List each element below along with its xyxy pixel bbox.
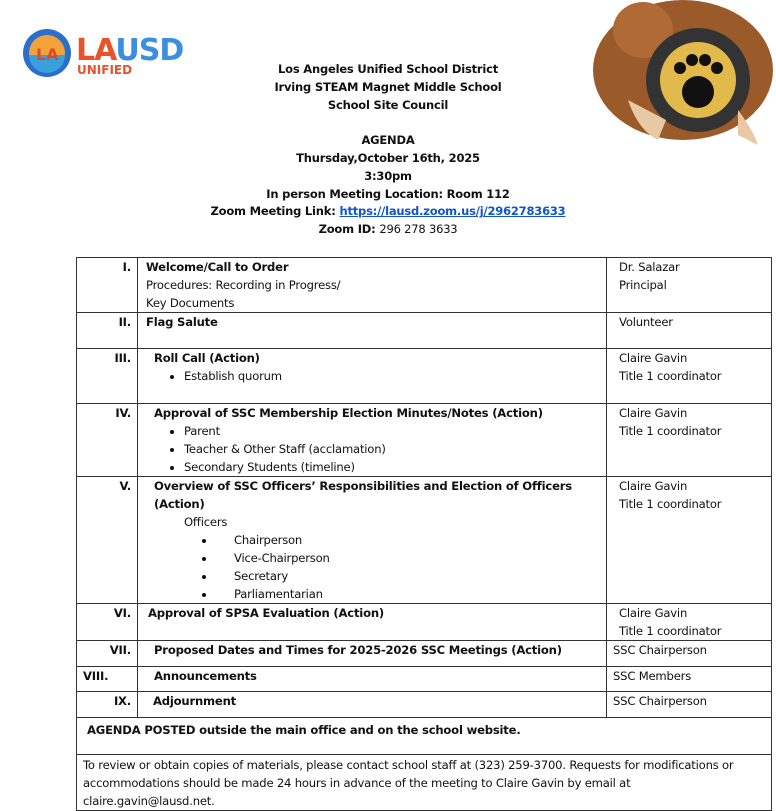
presenter: Claire Gavin xyxy=(619,351,688,365)
svg-text:LAUSD: LAUSD xyxy=(76,33,184,68)
item-title: Roll Call (Action) xyxy=(154,351,260,365)
presenter: Dr. Salazar xyxy=(619,260,680,274)
zoom-id-label: Zoom ID: xyxy=(318,222,380,237)
agenda-title: AGENDA xyxy=(361,133,415,148)
item-title: Flag Salute xyxy=(146,315,218,329)
item-title: Adjournment xyxy=(153,694,236,708)
presenter: Volunteer xyxy=(619,315,673,329)
bullet-item: • Parliamentarian xyxy=(216,585,606,603)
posted-row xyxy=(77,718,772,755)
svg-text:UNIFIED: UNIFIED xyxy=(77,63,133,77)
contact-notice: To review or obtain copies of materials, please contact school staff at (323) 259-3700. Requests for modifications or accommodations should be made 24 hours in advance of the meeting to Claire Gavin by email at claire.gavin@lausd.net. xyxy=(77,755,772,811)
agenda-row xyxy=(77,313,772,349)
meeting-location: In person Meeting Location: Room 112 xyxy=(266,186,510,201)
item-number: VIII. xyxy=(77,667,138,692)
agenda-row xyxy=(77,477,772,604)
presenter: SSC Members xyxy=(613,669,692,683)
presenter: Claire Gavin xyxy=(619,479,688,493)
presenter: SSC Chairperson xyxy=(613,643,707,657)
bullet-item: • Vice-Chairperson xyxy=(216,549,606,567)
item-number: IX. xyxy=(77,692,138,718)
district-name: Los Angeles Unified School District xyxy=(277,62,499,76)
item-number: VII. xyxy=(77,641,138,667)
item-number: III. xyxy=(77,349,138,404)
item-title: Overview of SSC Officers’ Responsibilities and Election of Officers (Action) xyxy=(154,479,572,511)
bullet-item: • Chairperson xyxy=(216,531,606,549)
agenda-row xyxy=(77,692,772,718)
item-title: Proposed Dates and Times for 2025-2026 SSC Meetings (Action) xyxy=(154,643,562,657)
presenter-role: Title 1 coordinator xyxy=(619,624,722,638)
presenter-role: Principal xyxy=(619,278,667,292)
agenda-row xyxy=(77,667,772,692)
zoom-id: 296 278 3633 xyxy=(379,222,458,237)
meeting-date: Thursday,October 16th, 2025 xyxy=(296,150,480,165)
document-header xyxy=(0,61,776,239)
presenter: Claire Gavin xyxy=(619,406,688,420)
item-title: Welcome/Call to Order xyxy=(146,260,289,274)
presenter: SSC Chairperson xyxy=(613,694,707,708)
item-title: Approval of SPSA Evaluation (Action) xyxy=(148,606,384,620)
agenda-row xyxy=(77,349,772,404)
bullet-item: • Establish quorum xyxy=(184,367,606,385)
zoom-link[interactable]: https://lausd.zoom.us/j/2962783633 xyxy=(339,204,566,219)
bullet-item: • Secretary xyxy=(216,567,606,585)
bullet-item: • Secondary Students (timeline) xyxy=(184,458,606,476)
item-number: VI. xyxy=(77,604,138,641)
presenter-role: Title 1 coordinator xyxy=(619,369,722,383)
agenda-table xyxy=(76,257,772,811)
svg-text:LA: LA xyxy=(36,45,59,64)
bullet-item: • Parent xyxy=(184,422,606,440)
item-detail: Key Documents xyxy=(146,296,235,310)
council-name: School Site Council xyxy=(327,97,449,112)
presenter-role: Title 1 coordinator xyxy=(619,424,722,438)
agenda-row xyxy=(77,404,772,477)
agenda-row xyxy=(77,258,772,313)
presenter-role: Title 1 coordinator xyxy=(619,497,722,511)
agenda-row xyxy=(77,604,772,641)
meeting-time: 3:30pm xyxy=(364,168,412,183)
posted-notice: AGENDA POSTED outside the main office and on the school website. xyxy=(77,718,772,755)
item-title: Approval of SSC Membership Election Minutes/Notes (Action) xyxy=(154,406,543,420)
zoom-link-label: Zoom Meeting Link: xyxy=(210,204,340,219)
bullet-item: • Teacher & Other Staff (acclamation) xyxy=(184,440,606,458)
item-detail: Procedures: Recording in Progress/ xyxy=(146,278,341,292)
item-number: IV. xyxy=(77,404,138,477)
item-number: I. xyxy=(77,258,138,313)
item-sublabel: Officers xyxy=(184,515,228,529)
item-number: V. xyxy=(77,477,138,604)
agenda-row xyxy=(77,641,772,667)
school-name: Irving STEAM Magnet Middle School xyxy=(274,79,502,94)
presenter: Claire Gavin xyxy=(619,606,688,620)
item-title: Announcements xyxy=(154,669,257,683)
item-number: II. xyxy=(77,313,138,349)
contact-row xyxy=(77,755,772,811)
